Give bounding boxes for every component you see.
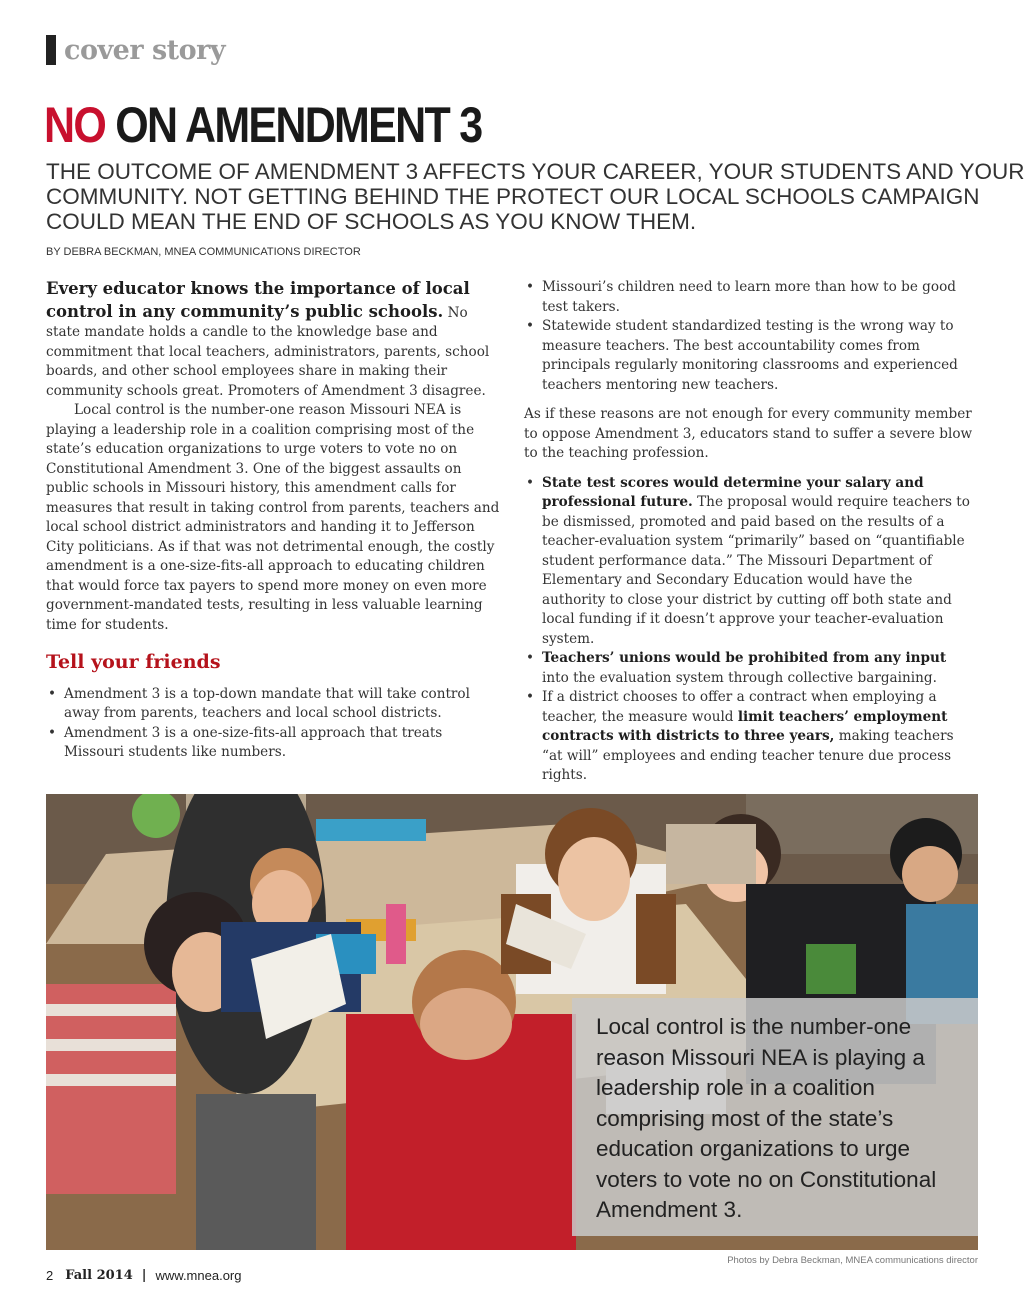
headline-no: NO [44, 97, 106, 153]
bullet-item [524, 474, 976, 650]
consequences-bullet-list [524, 474, 976, 786]
bullet-item: • Missouri’s children need to learn more than how to be good test takers. [524, 278, 976, 317]
right-column [524, 278, 976, 786]
bullet-text: making teachers “at will” employees and ending teacher tenure due process rights. [542, 728, 954, 783]
bullet-item [524, 649, 976, 688]
pull-quote: Local control is the number-one reason Missouri NEA is playing a leadership role in a coalition comprising most of the state’s education organizations to urge voters to vote no on Constitutional Amendment 3. [572, 998, 978, 1236]
byline: BY DEBRA BECKMAN, MNEA COMMUNICATIONS DIRECTOR [46, 246, 361, 258]
section-tag [46, 34, 225, 66]
photo-credit: Photos by Debra Beckman, MNEA communications director [727, 1255, 978, 1266]
lead-rest: No state mandate holds a candle to the knowledge base and commitment that local teachers, administrators, parents, school boards, and other school employees share in making their community schools great. Promoters of Amendment 3 disagree. [46, 304, 490, 399]
issue-label: Fall 2014 [65, 1268, 133, 1283]
bullet-item: • Amendment 3 is a one-size-fits-all approach that treats Missouri students like numbers. [46, 724, 506, 763]
bullet-bold: State test scores would determine your salary and professional future. [542, 474, 924, 510]
deck [46, 159, 1024, 234]
bullet-text: If a district chooses to offer a contract when employing a teacher, the measure would [542, 689, 937, 725]
bullet-text: into the evaluation system through collective bargaining. [542, 669, 937, 686]
lead-bold: Every educator knows the importance of local control in any community’s public schools. [46, 279, 470, 321]
section-label: cover story [64, 34, 226, 66]
bullet-bold: limit teachers’ employment contracts with districts to three years, [542, 708, 948, 744]
headline [44, 96, 481, 154]
body-paragraph: As if these reasons are not enough for every community member to oppose Amendment 3, educators stand to suffer a severe blow to the teaching profession. [524, 406, 973, 461]
lead-paragraph [46, 278, 506, 401]
bullet-text: The proposal would require teachers to be dismissed, promoted and paid based on the results of a teacher-evaluation system “primarily” based on “quantifiable student performance data.” The Missouri Department of Elementary and Secondary Education would have the authority to close your district by cutting off both state and local funding if it doesn’t approve your teacher-evaluation system. [542, 494, 970, 647]
subhead-tell-your-friends: Tell your friends [46, 651, 221, 673]
deck-line: THE OUTCOME OF AMENDMENT 3 AFFECTS YOUR CAREER, YOUR STUDENTS AND YOUR [46, 159, 1024, 184]
deck-line: COULD MEAN THE END OF SCHOOLS AS YOU KNOW THEM. [46, 209, 697, 234]
page-number: 2 [46, 1268, 54, 1283]
reasons-bullet-list [524, 278, 976, 395]
footer-separator: | [141, 1268, 147, 1283]
page-footer [46, 1268, 241, 1283]
bullet-item: • Amendment 3 is a top-down mandate that will take control away from parents, teachers and local school districts. [46, 685, 506, 724]
friends-bullet-list [46, 685, 506, 763]
bullet-bold: Teachers’ unions would be prohibited from any input [542, 650, 947, 666]
section-bar [46, 35, 56, 65]
headline-rest: ON AMENDMENT 3 [115, 97, 482, 153]
deck-line: COMMUNITY. NOT GETTING BEHIND THE PROTECT OUR LOCAL SCHOOLS CAMPAIGN [46, 184, 980, 209]
left-column [46, 278, 506, 763]
footer-url-link[interactable]: www.mnea.org [155, 1268, 242, 1283]
bullet-item: • Statewide student standardized testing is the wrong way to measure teachers. The best accountability comes from principals regularly monitoring classrooms and experienced teachers mentoring new teachers. [524, 317, 976, 395]
body-paragraph: Local control is the number-one reason Missouri NEA is playing a leadership role in a coalition comprising most of the state’s education organizations to urge voters to vote no on Constitutional Amendment 3. One of the biggest assaults on public schools in Missouri history, this amendment calls for measures that result in taking control from parents, teachers and local school district administrators and handing it to Jefferson City politicians. As if that was not detrimental enough, the costly amendment is a one-size-fits-all approach to educating children that would force tax payers to spend more money on even more government-mandated tests, resulting in less valuable learning time for students. [46, 402, 500, 633]
bullet-item [524, 688, 976, 786]
